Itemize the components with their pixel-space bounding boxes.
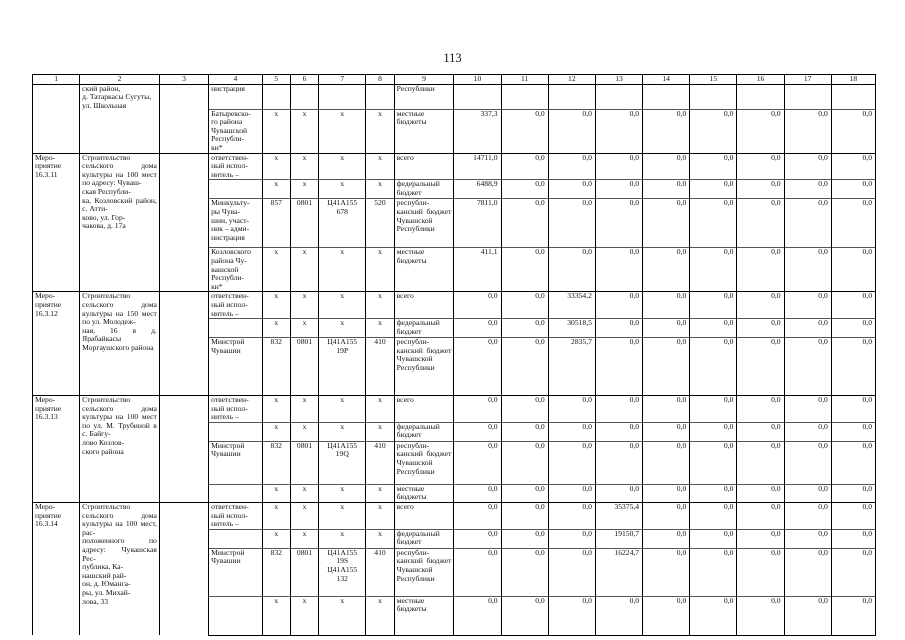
code-cell: x	[290, 529, 318, 548]
amount-cell: 0,0	[501, 199, 548, 248]
code-cell: 832	[262, 441, 290, 484]
amount-cell: 0,0	[501, 503, 548, 530]
code-cell: x	[366, 396, 394, 423]
amount-cell: 0,0	[501, 396, 548, 423]
amount-cell: 0,0	[737, 441, 784, 484]
amount-cell: 0,0	[737, 153, 784, 180]
executor-cell: Минстрой Чувашии	[209, 548, 262, 596]
amount-cell: 0,0	[454, 338, 501, 396]
amount-cell: 0,0	[690, 441, 737, 484]
amount-cell: 0,0	[643, 529, 690, 548]
amount-cell: 0,0	[690, 199, 737, 248]
code-cell: x	[290, 396, 318, 423]
code-cell: x	[366, 319, 394, 338]
empty-cell	[159, 84, 208, 153]
executor-cell	[209, 422, 262, 441]
table-body	[33, 84, 876, 635]
column-number-17: 17	[784, 75, 831, 85]
amount-cell: 0,0	[454, 596, 501, 635]
amount-cell: 0,0	[784, 441, 831, 484]
executor-cell: нистрация	[209, 84, 262, 109]
code-cell: x	[319, 292, 366, 319]
page-number: 113	[443, 51, 462, 65]
funding-source-cell: всего	[394, 396, 454, 423]
column-number-9: 9	[394, 75, 454, 85]
amount-cell: 0,0	[831, 319, 875, 338]
amount-cell: 0,0	[784, 153, 831, 180]
amount-cell: 0,0	[454, 319, 501, 338]
amount-cell: 0,0	[690, 503, 737, 530]
amount-cell: 0,0	[501, 153, 548, 180]
code-cell: Ц41А155 19S Ц41А155 132	[319, 548, 366, 596]
amount-cell: 0,0	[548, 180, 595, 199]
amount-cell: 0,0	[501, 596, 548, 635]
amount-cell: 0,0	[737, 180, 784, 199]
amount-cell: 0,0	[595, 596, 642, 635]
amount-cell: 0,0	[831, 441, 875, 484]
code-cell	[290, 84, 318, 109]
amount-cell: 0,0	[595, 248, 642, 292]
column-number-row	[33, 75, 876, 85]
code-cell: x	[366, 596, 394, 635]
amount-cell: 0,0	[454, 548, 501, 596]
executor-cell	[209, 319, 262, 338]
executor-cell: Минстрой Чувашии	[209, 441, 262, 484]
budget-table	[32, 74, 876, 636]
amount-cell	[501, 84, 548, 109]
funding-source-cell: всего	[394, 153, 454, 180]
code-cell: x	[262, 180, 290, 199]
amount-cell: 0,0	[501, 338, 548, 396]
executor-cell: Батыревско- го района Чувашской Республи- ки*	[209, 109, 262, 153]
amount-cell: 0,0	[784, 248, 831, 292]
empty-cell	[159, 292, 208, 396]
column-number-3: 3	[159, 75, 208, 85]
amount-cell: 0,0	[737, 422, 784, 441]
amount-cell: 0,0	[690, 529, 737, 548]
amount-cell: 0,0	[784, 292, 831, 319]
code-cell: x	[319, 422, 366, 441]
amount-cell: 0,0	[737, 292, 784, 319]
executor-cell	[209, 529, 262, 548]
measure-description-cell: Строительство сельского дома культуры на 100 мест, рас- положенного по адресу: Чувашская Рес- публика, Ка- нашский рай- он, д. Юманга- ры, ул. Михай- лова, 33	[80, 503, 160, 636]
column-number-8: 8	[366, 75, 394, 85]
column-number-11: 11	[501, 75, 548, 85]
amount-cell: 30518,5	[548, 319, 595, 338]
amount-cell: 0,0	[501, 248, 548, 292]
funding-source-cell: федеральный бюджет	[394, 319, 454, 338]
code-cell: 0801	[290, 338, 318, 396]
amount-cell: 35375,4	[595, 503, 642, 530]
code-cell: x	[319, 180, 366, 199]
amount-cell	[548, 84, 595, 109]
amount-cell: 0,0	[595, 180, 642, 199]
amount-cell	[831, 84, 875, 109]
column-number-10: 10	[454, 75, 501, 85]
code-cell: x	[262, 503, 290, 530]
amount-cell: 0,0	[690, 596, 737, 635]
amount-cell: 0,0	[595, 338, 642, 396]
executor-cell: ответствен- ный испол- нитель –	[209, 396, 262, 423]
amount-cell: 0,0	[595, 109, 642, 153]
measure-number-cell: Меро- приятие 16.3.12	[33, 292, 80, 396]
amount-cell: 0,0	[454, 396, 501, 423]
code-cell: x	[262, 109, 290, 153]
code-cell: x	[319, 529, 366, 548]
code-cell: x	[366, 484, 394, 502]
amount-cell: 0,0	[643, 422, 690, 441]
amount-cell: 0,0	[831, 596, 875, 635]
code-cell: Ц41А155 19Р	[319, 338, 366, 396]
amount-cell: 0,0	[831, 422, 875, 441]
column-number-16: 16	[737, 75, 784, 85]
amount-cell: 0,0	[831, 153, 875, 180]
code-cell: x	[290, 596, 318, 635]
funding-source-cell: федеральный бюджет	[394, 422, 454, 441]
amount-cell: 0,0	[501, 422, 548, 441]
amount-cell: 0,0	[831, 109, 875, 153]
amount-cell: 0,0	[690, 484, 737, 502]
amount-cell: 0,0	[690, 180, 737, 199]
amount-cell: 0,0	[737, 503, 784, 530]
amount-cell: 0,0	[595, 422, 642, 441]
executor-cell	[209, 596, 262, 635]
amount-cell: 0,0	[784, 548, 831, 596]
amount-cell: 0,0	[737, 319, 784, 338]
amount-cell: 0,0	[831, 292, 875, 319]
amount-cell: 0,0	[643, 199, 690, 248]
code-cell: Ц41А155 19Q	[319, 441, 366, 484]
amount-cell: 0,0	[595, 199, 642, 248]
column-number-15: 15	[690, 75, 737, 85]
amount-cell: 0,0	[643, 292, 690, 319]
amount-cell: 0,0	[548, 484, 595, 502]
funding-source-cell: федеральный бюджет	[394, 180, 454, 199]
funding-source-cell: всего	[394, 292, 454, 319]
code-cell: x	[366, 503, 394, 530]
amount-cell: 0,0	[501, 109, 548, 153]
amount-cell: 0,0	[501, 441, 548, 484]
amount-cell: 0,0	[784, 319, 831, 338]
code-cell: x	[319, 484, 366, 502]
amount-cell: 0,0	[454, 422, 501, 441]
amount-cell: 0,0	[831, 180, 875, 199]
column-number-2: 2	[80, 75, 160, 85]
amount-cell: 0,0	[737, 529, 784, 548]
funding-source-cell: местные бюджеты	[394, 109, 454, 153]
amount-cell: 0,0	[501, 180, 548, 199]
measure-description-cell: ский район, д. Татаркасы Сугуты, ул. Школьная	[80, 84, 160, 153]
column-number-18: 18	[831, 75, 875, 85]
amount-cell: 0,0	[548, 503, 595, 530]
amount-cell: 0,0	[784, 529, 831, 548]
code-cell: x	[366, 109, 394, 153]
amount-cell: 0,0	[501, 529, 548, 548]
code-cell: x	[290, 180, 318, 199]
funding-source-cell: местные бюджеты	[394, 596, 454, 635]
code-cell: x	[290, 292, 318, 319]
code-cell	[319, 84, 366, 109]
amount-cell: 0,0	[690, 319, 737, 338]
amount-cell: 0,0	[595, 396, 642, 423]
amount-cell: 0,0	[595, 484, 642, 502]
code-cell: 857	[262, 199, 290, 248]
funding-source-cell: республи- канский бюджет Чувашской Республики	[394, 338, 454, 396]
amount-cell: 0,0	[690, 248, 737, 292]
code-cell: x	[366, 529, 394, 548]
amount-cell: 0,0	[737, 396, 784, 423]
amount-cell: 0,0	[690, 422, 737, 441]
amount-cell: 0,0	[548, 441, 595, 484]
amount-cell: 14711,0	[454, 153, 501, 180]
amount-cell: 0,0	[501, 484, 548, 502]
column-number-12: 12	[548, 75, 595, 85]
code-cell: 0801	[290, 441, 318, 484]
amount-cell: 0,0	[501, 319, 548, 338]
empty-cell	[159, 503, 208, 636]
code-cell: 410	[366, 441, 394, 484]
amount-cell: 0,0	[548, 596, 595, 635]
funding-source-cell: местные бюджеты	[394, 484, 454, 502]
amount-cell: 0,0	[737, 338, 784, 396]
amount-cell: 0,0	[643, 396, 690, 423]
amount-cell: 0,0	[595, 153, 642, 180]
amount-cell: 0,0	[784, 596, 831, 635]
amount-cell: 0,0	[548, 548, 595, 596]
amount-cell: 0,0	[831, 503, 875, 530]
code-cell: x	[319, 109, 366, 153]
code-cell: x	[262, 248, 290, 292]
amount-cell: 0,0	[690, 109, 737, 153]
amount-cell: 337,3	[454, 109, 501, 153]
column-number-6: 6	[290, 75, 318, 85]
column-number-13: 13	[595, 75, 642, 85]
measure-number-cell: Меро- приятие 16.3.11	[33, 153, 80, 292]
executor-cell: ответствен- ный испол- нитель –	[209, 503, 262, 530]
code-cell: x	[290, 484, 318, 502]
amount-cell: 0,0	[643, 319, 690, 338]
amount-cell: 19150,7	[595, 529, 642, 548]
amount-cell: 0,0	[737, 596, 784, 635]
code-cell: x	[262, 529, 290, 548]
amount-cell: 0,0	[831, 529, 875, 548]
measure-description-cell: Строительство сельского дома культуры на 150 мест по ул. Молодеж- ная, 16 в д. Ярабайкасы Моргаушского района	[80, 292, 160, 396]
table-row	[33, 503, 876, 530]
amount-cell: 0,0	[454, 503, 501, 530]
amount-cell: 0,0	[548, 529, 595, 548]
amount-cell: 411,1	[454, 248, 501, 292]
amount-cell: 0,0	[831, 199, 875, 248]
amount-cell: 0,0	[831, 396, 875, 423]
amount-cell: 0,0	[548, 153, 595, 180]
funding-source-cell: местные бюджеты	[394, 248, 454, 292]
amount-cell: 0,0	[784, 422, 831, 441]
column-number-7: 7	[319, 75, 366, 85]
code-cell: 832	[262, 338, 290, 396]
empty-cell	[159, 396, 208, 503]
code-cell: x	[366, 422, 394, 441]
column-number-5: 5	[262, 75, 290, 85]
amount-cell: 33354,2	[548, 292, 595, 319]
code-cell: 520	[366, 199, 394, 248]
amount-cell: 0,0	[595, 319, 642, 338]
amount-cell: 0,0	[831, 548, 875, 596]
amount-cell: 0,0	[643, 109, 690, 153]
executor-cell: Козловского района Чу- вашской Республи- ки*	[209, 248, 262, 292]
code-cell: x	[319, 396, 366, 423]
table-row	[33, 84, 876, 109]
code-cell: 410	[366, 548, 394, 596]
code-cell: x	[366, 292, 394, 319]
code-cell: 410	[366, 338, 394, 396]
amount-cell	[690, 84, 737, 109]
amount-cell: 0,0	[501, 292, 548, 319]
code-cell: 0801	[290, 199, 318, 248]
amount-cell: 0,0	[643, 338, 690, 396]
amount-cell: 0,0	[737, 484, 784, 502]
amount-cell: 0,0	[784, 109, 831, 153]
table-row	[33, 396, 876, 423]
measure-number-cell: Меро- приятие 16.3.14	[33, 503, 80, 636]
amount-cell: 0,0	[548, 422, 595, 441]
amount-cell: 0,0	[643, 180, 690, 199]
code-cell: x	[319, 596, 366, 635]
code-cell	[262, 84, 290, 109]
code-cell	[366, 84, 394, 109]
code-cell: x	[366, 180, 394, 199]
amount-cell	[595, 84, 642, 109]
amount-cell: 0,0	[831, 248, 875, 292]
funding-source-cell: федеральный бюджет	[394, 529, 454, 548]
amount-cell	[784, 84, 831, 109]
code-cell: x	[262, 422, 290, 441]
amount-cell: 16224,7	[595, 548, 642, 596]
code-cell: x	[290, 422, 318, 441]
funding-source-cell: республи- канский бюджет Чувашской Республики	[394, 548, 454, 596]
amount-cell: 0,0	[737, 548, 784, 596]
amount-cell: 0,0	[784, 503, 831, 530]
amount-cell: 0,0	[784, 484, 831, 502]
amount-cell: 7811,0	[454, 199, 501, 248]
code-cell: x	[366, 248, 394, 292]
amount-cell: 6488,9	[454, 180, 501, 199]
column-number-14: 14	[643, 75, 690, 85]
amount-cell: 0,0	[548, 109, 595, 153]
amount-cell: 0,0	[643, 548, 690, 596]
code-cell: x	[262, 396, 290, 423]
amount-cell: 0,0	[737, 109, 784, 153]
amount-cell	[643, 84, 690, 109]
amount-cell: 0,0	[454, 484, 501, 502]
code-cell: x	[262, 484, 290, 502]
amount-cell: 0,0	[737, 248, 784, 292]
executor-cell: ответствен- ный испол- нитель –	[209, 292, 262, 319]
amount-cell: 0,0	[690, 548, 737, 596]
funding-source-cell: Республики	[394, 84, 454, 109]
code-cell: Ц41А155 678	[319, 199, 366, 248]
funding-source-cell: республи- канский бюджет Чувашской Республики	[394, 199, 454, 248]
code-cell: 832	[262, 548, 290, 596]
amount-cell: 0,0	[690, 292, 737, 319]
column-number-1: 1	[33, 75, 80, 85]
measure-description-cell: Строительство сельского дома культуры на 100 мест по адресу: Чуваш- ская Республи- ка, Козловский район, с. Атти- ково, ул. Гор- чакова, д. 17а	[80, 153, 160, 292]
code-cell: x	[262, 153, 290, 180]
executor-cell	[209, 484, 262, 502]
amount-cell: 0,0	[831, 484, 875, 502]
measure-description-cell: Строительство сельского дома культуры на 100 мест по ул. М. Трубиной в с. Байгу- лово Козлов- ского района	[80, 396, 160, 503]
amount-cell: 0,0	[643, 441, 690, 484]
amount-cell: 0,0	[784, 396, 831, 423]
code-cell: x	[319, 153, 366, 180]
code-cell: x	[290, 109, 318, 153]
funding-source-cell: республи- канский бюджет Чувашской Республики	[394, 441, 454, 484]
executor-cell	[209, 180, 262, 199]
amount-cell: 0,0	[595, 292, 642, 319]
amount-cell: 0,0	[690, 153, 737, 180]
executor-cell: Минкульту- ры Чува- шии, участ- ник – адми- нистрация	[209, 199, 262, 248]
amount-cell: 0,0	[595, 441, 642, 484]
amount-cell: 0,0	[454, 441, 501, 484]
amount-cell	[737, 84, 784, 109]
amount-cell: 0,0	[643, 596, 690, 635]
code-cell: x	[262, 292, 290, 319]
amount-cell: 0,0	[690, 338, 737, 396]
amount-cell: 0,0	[548, 199, 595, 248]
executor-cell: ответствен- ный испол- нитель –	[209, 153, 262, 180]
table-row	[33, 153, 876, 180]
amount-cell: 0,0	[454, 292, 501, 319]
amount-cell: 0,0	[643, 248, 690, 292]
code-cell: x	[290, 248, 318, 292]
measure-number-cell: Меро- приятие 16.3.13	[33, 396, 80, 503]
code-cell: 0801	[290, 548, 318, 596]
column-number-4: 4	[209, 75, 262, 85]
code-cell: x	[262, 319, 290, 338]
amount-cell: 0,0	[643, 503, 690, 530]
code-cell: x	[319, 248, 366, 292]
amount-cell: 0,0	[548, 248, 595, 292]
amount-cell: 0,0	[690, 396, 737, 423]
amount-cell: 0,0	[643, 153, 690, 180]
amount-cell: 0,0	[831, 338, 875, 396]
amount-cell: 0,0	[737, 199, 784, 248]
amount-cell: 0,0	[784, 180, 831, 199]
code-cell: x	[319, 503, 366, 530]
amount-cell: 0,0	[548, 396, 595, 423]
amount-cell: 0,0	[501, 548, 548, 596]
table-row	[33, 292, 876, 319]
code-cell: x	[366, 153, 394, 180]
amount-cell: 2835,7	[548, 338, 595, 396]
amount-cell: 0,0	[454, 529, 501, 548]
amount-cell	[454, 84, 501, 109]
code-cell: x	[290, 503, 318, 530]
measure-number-cell	[33, 84, 80, 153]
code-cell: x	[290, 319, 318, 338]
empty-cell	[159, 153, 208, 292]
funding-source-cell: всего	[394, 503, 454, 530]
code-cell: x	[262, 596, 290, 635]
code-cell: x	[290, 153, 318, 180]
executor-cell: Минстрой Чувашии	[209, 338, 262, 396]
amount-cell: 0,0	[784, 199, 831, 248]
code-cell: x	[319, 319, 366, 338]
amount-cell: 0,0	[784, 338, 831, 396]
amount-cell: 0,0	[643, 484, 690, 502]
